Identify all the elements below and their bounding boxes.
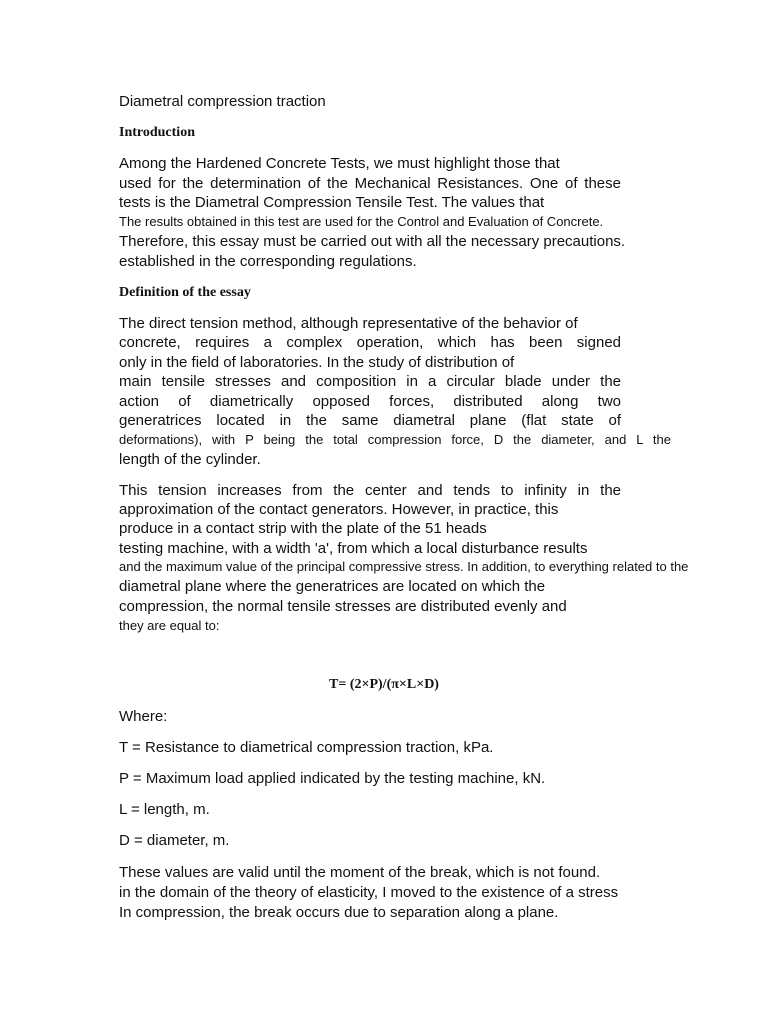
definition-p1-line-3: only in the field of laboratories. In the study of distribution of xyxy=(119,354,515,371)
where-item-l: L = length, m. xyxy=(119,801,210,818)
introduction-heading: Introduction xyxy=(119,125,195,140)
definition-p2-line-1: This tension increases from the center and tends to infinity in the xyxy=(119,482,621,499)
intro-line-3: tests is the Diametral Compression Tensile Test. The values that xyxy=(119,194,545,211)
definition-p2-line-6: diametral plane where the generatrices are located on which the xyxy=(119,578,546,595)
definition-p1-line-2: concrete, requires a complex operation, which has been signed xyxy=(119,334,621,351)
where-item-p: P = Maximum load applied indicated by the testing machine, kN. xyxy=(119,770,546,787)
where-item-t: T = Resistance to diametrical compression traction, kPa. xyxy=(119,739,494,756)
intro-line-4: The results obtained in this test are used for the Control and Evaluation of Concrete. xyxy=(119,214,604,229)
definition-p2-line-5: and the maximum value of the principal compressive stress. In addition, to everything related to the xyxy=(119,559,689,574)
definition-p2-line-8: they are equal to: xyxy=(119,618,220,633)
intro-line-5: Therefore, this essay must be carried out with all the necessary precautions. xyxy=(119,233,626,250)
definition-p2-line-4: testing machine, with a width 'a', from which a local disturbance results xyxy=(119,540,588,557)
document-title: Diametral compression traction xyxy=(119,93,326,110)
closing-line-2: in the domain of the theory of elasticity, I moved to the existence of a stress xyxy=(119,884,619,901)
definition-heading: Definition of the essay xyxy=(119,285,251,300)
where-label: Where: xyxy=(119,708,168,725)
intro-line-6: established in the corresponding regulations. xyxy=(119,253,417,270)
intro-line-1: Among the Hardened Concrete Tests, we must highlight those that xyxy=(119,155,560,172)
intro-line-2: used for the determination of the Mechanical Resistances. One of these xyxy=(119,175,621,192)
closing-line-1: These values are valid until the moment of the break, which is not found. xyxy=(119,864,601,881)
closing-line-3: In compression, the break occurs due to separation along a plane. xyxy=(119,904,559,921)
definition-p1-line-1: The direct tension method, although representative of the behavior of xyxy=(119,315,578,332)
definition-p1-line-7: deformations), with P being the total compression force, D the diameter, and L the xyxy=(119,432,671,447)
definition-p2-line-7: compression, the normal tensile stresses are distributed evenly and xyxy=(119,598,567,615)
definition-p2-line-3: produce in a contact strip with the plate of the 51 heads xyxy=(119,520,487,537)
formula: T= (2×P)/(π×L×D) xyxy=(329,677,439,692)
definition-p1-line-8: length of the cylinder. xyxy=(119,451,261,468)
definition-p2-line-2: approximation of the contact generators. However, in practice, this xyxy=(119,501,559,518)
definition-p1-line-5: action of diametrically opposed forces, distributed along two xyxy=(119,393,621,410)
definition-p1-line-4: main tensile stresses and composition in a circular blade under the xyxy=(119,373,621,390)
where-item-d: D = diameter, m. xyxy=(119,832,230,849)
definition-p1-line-6: generatrices located in the same diametral plane (flat state of xyxy=(119,412,621,429)
